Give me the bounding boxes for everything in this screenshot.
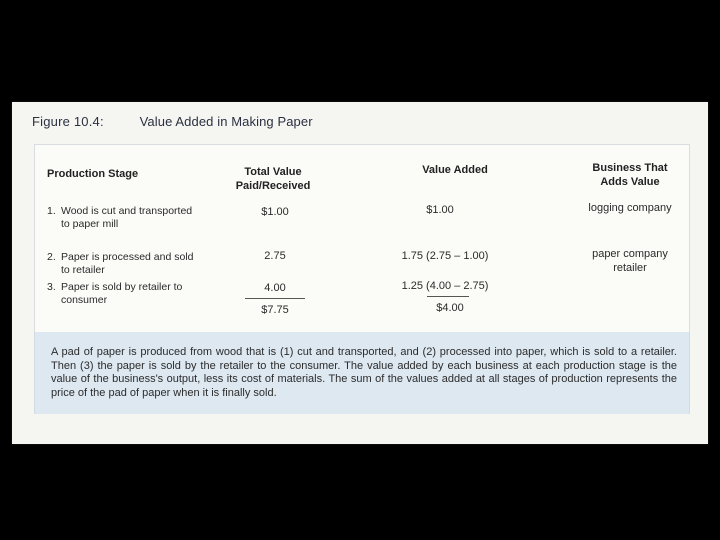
total-column-rule — [245, 298, 305, 299]
total-value-sum: $7.75 — [261, 304, 289, 316]
document-page — [12, 102, 708, 444]
caption-box — [34, 332, 690, 414]
header-total-value: Total Value Paid/Received — [235, 166, 311, 192]
figure-number: Figure 10.4: — [32, 114, 104, 129]
row-1-total: $1.00 — [261, 206, 289, 218]
row-2-business: paper company retailer — [592, 248, 668, 274]
row-1-stage-text: Wood is cut and transported to paper mill — [61, 205, 193, 230]
table-row-2-stage — [47, 251, 197, 277]
row-3-stage-text: Paper is sold by retailer to consumer — [61, 281, 183, 306]
row-2-added: 1.75 (2.75 – 1.00) — [401, 250, 489, 262]
figure-title: Value Added in Making Paper — [139, 114, 313, 129]
row-1-added: $1.00 — [426, 204, 454, 216]
row-2-total: 2.75 — [264, 250, 286, 262]
row-3-added: 1.25 (4.00 – 2.75) — [401, 280, 489, 292]
figure-caption: A pad of paper is produced from wood that is (1) cut and transported, and (2) processed into paper, which is sold to a retailer. Then (3) the paper is sold by the retailer to the consumer. The value added by each business at each production stage is the value of the business's output, less its cost of materials. The sum of the values added at all stages of production represents the price of the pad of paper when it is finally sold. — [51, 346, 677, 399]
row-3-total: 4.00 — [264, 282, 286, 294]
table-row-3-stage — [47, 281, 197, 307]
row-2-stage-text: Paper is processed and sold to retailer — [61, 251, 194, 276]
header-business: Business That Adds Value — [592, 162, 668, 188]
value-added-sum: $4.00 — [436, 302, 464, 314]
row-2-number: 2. — [47, 251, 56, 263]
row-3-number: 3. — [47, 281, 56, 293]
added-column-rule — [427, 296, 469, 297]
figure-heading — [32, 114, 313, 129]
table-row-1-stage — [47, 205, 197, 231]
row-1-number: 1. — [47, 205, 56, 217]
value-added-table — [34, 144, 690, 334]
row-1-business: logging company — [588, 202, 672, 214]
header-production-stage: Production Stage — [47, 168, 139, 180]
header-value-added: Value Added — [422, 164, 488, 176]
